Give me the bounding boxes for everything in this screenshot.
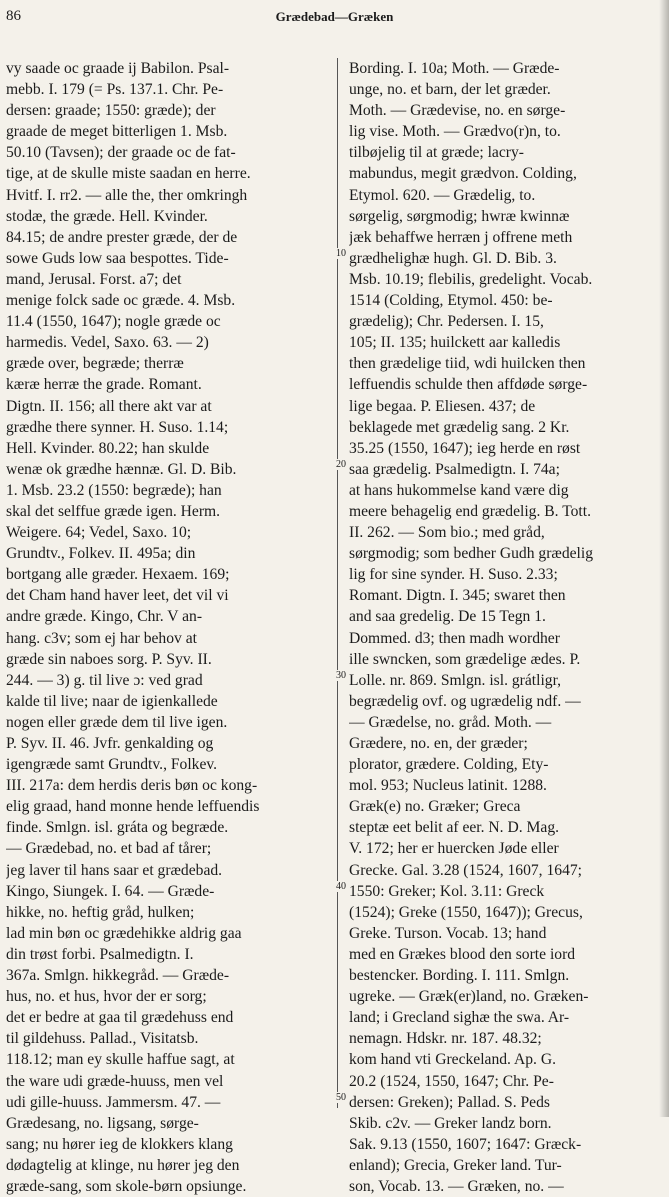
text-line: Grecke. Gal. 3.28 (1524, 1607, 1647;: [349, 861, 582, 879]
text-line: — Grædelse, no. gråd. Moth. —: [349, 713, 552, 731]
line-number: 40: [333, 881, 349, 892]
text-line: din trøst forbi. Psalmedigtn. I.: [6, 945, 194, 963]
text-line: hus, no. et hus, hvor der er sorg;: [6, 988, 207, 1006]
text-line: jeg laver til hans saar et grædebad.: [6, 861, 223, 879]
text-line: sang; nu hører ieg de klokkers klang: [6, 1135, 233, 1153]
text-line: grædhelighæ hugh. Gl. D. Bib. 3.: [349, 249, 557, 267]
text-line: ille swncken, som grædelige ædes. P.: [349, 650, 581, 668]
text-line: 244. — 3) g. til live ɔ: ved grad: [6, 671, 203, 689]
text-line: grædhe there synner. H. Suso. 1.14;: [6, 418, 229, 436]
text-line: finde. Smlgn. isl. gráta og begræde.: [6, 819, 229, 837]
text-line: plorator, grædere. Colding, Ety-: [349, 756, 549, 774]
text-line: Dommed. d3; then madh wordher: [349, 629, 560, 647]
text-line: beklagede met grædelig sang. 2 Kr.: [349, 418, 570, 436]
text-line: II. 262. — Som bio.; med gråd,: [349, 524, 545, 542]
text-line: sørgmodig; som bedher Gudh grædelig: [349, 545, 593, 563]
text-line: lig for sine synder. H. Suso. 2.33;: [349, 566, 558, 584]
text-line: lad min bøn oc grædehikke aldrig gaa: [6, 924, 242, 942]
text-line: græde over, begræde; therræ: [6, 355, 184, 373]
text-line: tige, at de skulle miste saadan en herre.: [6, 165, 251, 183]
text-line: sowe Guds low saa bespottes. Tide-: [6, 249, 229, 267]
text-line: the ware udi græde-huuss, men vel: [6, 1072, 224, 1090]
text-line: grædelig); Chr. Pedersen. I. 15,: [349, 313, 544, 331]
line-number: 50: [333, 1092, 349, 1103]
text-line: Hvitf. I. rr2. — alle the, ther omkringh: [6, 186, 248, 204]
right-column: [349, 58, 663, 1197]
text-line: V. 172; her er huercken Jøde eller: [349, 840, 559, 858]
text-line: Græk(e) no. Græker; Greca: [349, 798, 521, 816]
left-column: [6, 58, 324, 1197]
text-line: 20.2 (1524, 1550, 1647; Chr. Pe-: [349, 1072, 554, 1090]
page-header: [0, 8, 669, 28]
text-line: Grundtv., Folkev. II. 495a; din: [6, 545, 196, 563]
text-line: ugreke. — Græk(er)land, no. Græken-: [349, 988, 589, 1006]
text-line: dødagtelig at klinge, nu hører jeg den: [6, 1156, 240, 1174]
text-line: 84.15; de andre prester græde, der de: [6, 228, 238, 246]
text-line: at hans hukommelse kand være dig: [349, 481, 569, 499]
text-line: Skib. c2v. — Greker landz born.: [349, 1114, 552, 1132]
text-line: Moth. — Grædevise, no. en sørge-: [349, 102, 566, 120]
text-line: then grædelige tiid, wdi huilcken then: [349, 355, 586, 373]
text-line: saa grædelig. Psalmedigtn. I. 74a;: [349, 460, 560, 478]
text-line: 35.25 (1550, 1647); ieg herde en røst: [349, 439, 581, 457]
text-line: begrædelig ovf. og ugrædelig ndf. —: [349, 692, 581, 710]
text-line: Digtn. II. 156; all there akt var at: [6, 397, 212, 415]
line-number: 10: [333, 248, 349, 259]
text-line: 50.10 (Tavsen); der graade oc de fat-: [6, 144, 236, 162]
text-line: jæk behaffwe herræn j offrene meth: [349, 228, 573, 246]
text-line: bortgang alle græder. Hexaem. 169;: [6, 566, 230, 584]
text-line: mabundus, megit grædvon. Colding,: [349, 165, 577, 183]
text-line: enland); Grecia, Greker land. Tur-: [349, 1156, 562, 1174]
text-line: land; i Grecland sighæ the swa. Ar-: [349, 1009, 570, 1027]
text-line: det Cham hand haver leet, det vil vi: [6, 587, 229, 605]
text-line: 105; II. 135; huilckett aar kalledis: [349, 334, 561, 352]
text-line: hikke, no. heftig gråd, hulken;: [6, 903, 195, 921]
text-line: nogen eller græde dem til live igen.: [6, 713, 228, 731]
text-line: igengræde samt Grundtv., Folkev.: [6, 756, 218, 774]
text-line: tilbøjelig til at græde; lacry-: [349, 144, 524, 162]
text-line: andre græde. Kingo, Chr. V an-: [6, 608, 203, 626]
text-line: P. Syv. II. 46. Jvfr. genkalding og: [6, 735, 214, 752]
text-line: harmedis. Vedel, Saxo. 63. — 2): [6, 334, 209, 352]
text-line: Lolle. nr. 869. Smlgn. isl. grátligr,: [349, 671, 562, 689]
text-line: Greke. Turson. Vocab. 13; hand: [349, 924, 547, 942]
text-line: Bording. I. 10a; Moth. — Græde-: [349, 60, 560, 77]
column-divider: [337, 58, 338, 1108]
running-head: Grædebad—Græken: [275, 9, 394, 24]
text-line: vy saade oc graade ij Babilon. Psal-: [6, 60, 230, 77]
text-line: lig vise. Moth. — Grædvo(r)n, to.: [349, 123, 561, 141]
text-line: and saa gredelig. De 15 Tegn 1.: [349, 608, 546, 626]
text-line: kom hand vti Greckeland. Ap. G.: [349, 1051, 557, 1069]
text-line: bestencker. Bording. I. 111. Smlgn.: [349, 967, 570, 985]
text-line: elig graad, hand monne hende leffuendis: [6, 798, 260, 816]
text-line: græde sin naboes sorg. P. Syv. II.: [6, 650, 212, 668]
text-line: meere behagelig end grædelig. B. Tott.: [349, 502, 591, 520]
text-line: 1550: Greker; Kol. 3.11: Greck: [349, 882, 545, 900]
line-number: 20: [333, 459, 349, 470]
text-line: son, Vocab. 13. — Græken, no. —: [349, 1177, 564, 1195]
page-number: 86: [6, 8, 21, 24]
text-line: dersen: Greken); Pallad. S. Peds: [349, 1093, 550, 1111]
text-line: steptæ eet belit af eer. N. D. Mag.: [349, 819, 560, 837]
text-line: Weigere. 64; Vedel, Saxo. 10;: [6, 524, 192, 542]
text-line: Sak. 9.13 (1550, 1607; 1647: Græck-: [349, 1135, 582, 1153]
text-line: det er bedre at gaa til grædehuss end: [6, 1009, 234, 1027]
text-line: mol. 953; Nucleus latinit. 1288.: [349, 777, 547, 795]
text-line: Romant. Digtn. I. 345; swaret then: [349, 587, 566, 605]
text-line: nemagn. Hdskr. nr. 187. 48.32;: [349, 1030, 542, 1048]
text-line: — Grædebad, no. et bad af tårer;: [6, 840, 212, 858]
text-line: wenæ ok grædhe hænnæ. Gl. D. Bib.: [6, 460, 237, 478]
text-line: til gildehuss. Pallad., Visitatsb.: [6, 1030, 199, 1048]
line-number: 30: [333, 670, 349, 681]
text-line: kæræ herræ the grade. Romant.: [6, 376, 202, 394]
text-line: sørgelig, sørgmodig; hwræ kwinnæ: [349, 207, 570, 225]
text-line: 118.12; man ey skulle haffue sagt, at: [6, 1051, 235, 1069]
text-line: mebb. I. 179 (= Ps. 137.1. Chr. Pe-: [6, 81, 224, 99]
text-line: mand, Jerusal. Forst. a7; det: [6, 270, 182, 288]
text-line: skal det selffue græde igen. Herm.: [6, 502, 221, 520]
text-line: 1514 (Colding, Etymol. 450: be-: [349, 292, 553, 310]
text-line: dersen: graade; 1550: græde); der: [6, 102, 216, 120]
text-line: udi gille-huuss. Jammersm. 47. —: [6, 1093, 221, 1111]
text-line: Etymol. 620. — Grædelig, to.: [349, 186, 536, 204]
text-line: menige folck sade oc græde. 4. Msb.: [6, 292, 236, 310]
text-line: Msb. 10.19; flebilis, gredelight. Vocab.: [349, 270, 593, 288]
text-line: Grædesang, no. ligsang, sørge-: [6, 1114, 199, 1132]
text-line: III. 217a: dem herdis deris bøn oc kong-: [6, 777, 258, 795]
text-line: leffuendis schulde then affdøde sørge-: [349, 376, 588, 394]
text-line: graade de meget bitterligen 1. Msb.: [6, 123, 228, 141]
text-line: med en Grækes blood den sorte iord: [349, 945, 576, 963]
text-line: unge, no. et barn, der let græder.: [349, 81, 551, 99]
text-line: kalde til live; naar de igienkallede: [6, 692, 218, 710]
text-line: (1524); Greke (1550, 1647)); Grecus,: [349, 903, 583, 921]
text-line: 1. Msb. 23.2 (1550: begræde); han: [6, 481, 222, 499]
text-line: græde-sang, som skole-børn opsiunge.: [6, 1177, 247, 1195]
text-line: Hell. Kvinder. 80.22; han skulde: [6, 439, 210, 457]
text-line: 367a. Smlgn. hikkegråd. — Græde-: [6, 967, 230, 985]
text-line: 11.4 (1550, 1647); nogle græde oc: [6, 313, 221, 331]
text-line: hang. c3v; som ej har behov at: [6, 629, 197, 647]
text-line: lige begaa. P. Eliesen. 437; de: [349, 397, 536, 415]
page-edge-shadow: [659, 0, 669, 1117]
text-line: Kingo, Siungek. I. 64. — Græde-: [6, 882, 215, 900]
text-line: stodæ, the græde. Hell. Kvinder.: [6, 207, 208, 225]
text-line: Grædere, no. en, der græder;: [349, 735, 528, 752]
